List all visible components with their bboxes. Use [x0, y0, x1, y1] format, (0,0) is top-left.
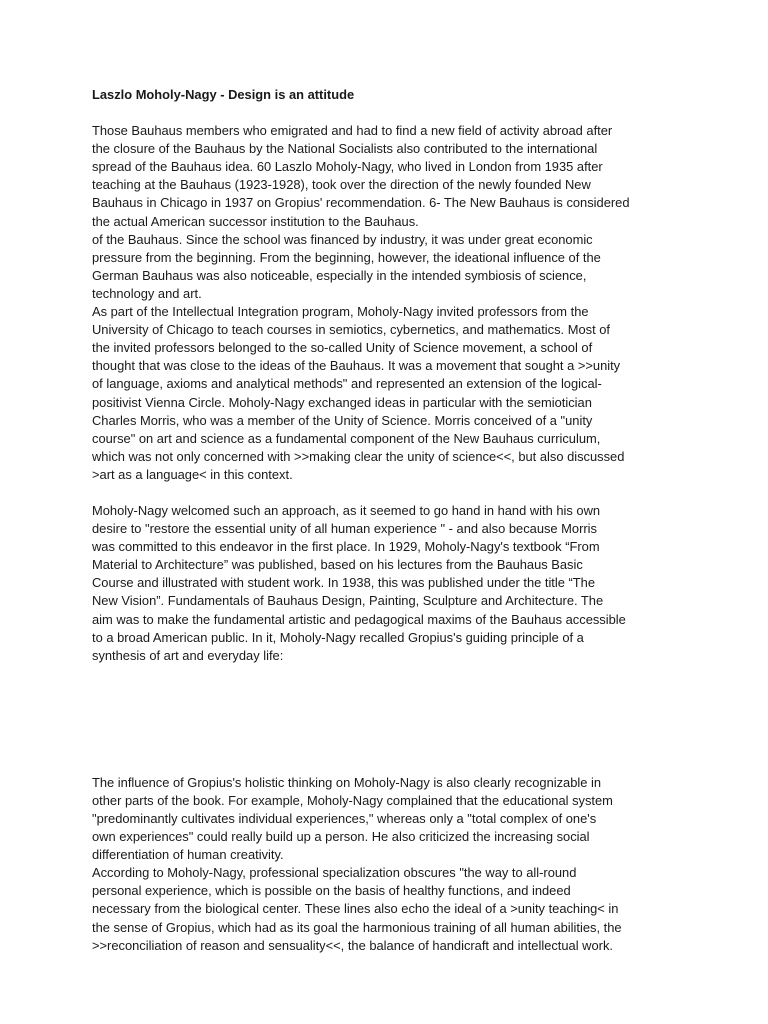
blank-space: [92, 665, 692, 774]
paragraph-spacer: [92, 484, 692, 502]
paragraph-gropius-influence: The influence of Gropius's holistic thinking on Moholy-Nagy is also clearly recognizable in other parts of the book. For example, Moholy-Nagy complained that the educational system "predominantly cultivates individual experiences," whereas only a "total complex of one's own experiences" could really build up a person. He also criticized the increasing social differentiation of human creativity.: [92, 774, 613, 863]
paragraph-financing: of the Bauhaus. Since the school was financed by industry, it was under great economic pressure from the beginning. From the beginning, however, the ideational influence of the German Bauhaus was also noticeable, especially in the intended symbiosis of science, technology and art.: [92, 231, 601, 301]
paragraph-specialization: According to Moholy-Nagy, professional specialization obscures "the way to all-round personal experience, which is possible on the basis of healthy functions, and indeed necessary from the biological center. These lines also echo the ideal of a >unity teaching< in the sense of Gropius, which had as its goal the harmonious training of all human abilities, the >>reconciliation of reason and sensuality<<, the balance of handicraft and intellectual work.: [92, 865, 622, 953]
paragraph-emigration: Those Bauhaus members who emigrated and had to find a new field of activity abroad after the closure of the Bauhaus by the National Socialists also contributed to the international spread of the Bauhaus idea. 60 Laszlo Moholy-Nagy, who lived in London from 1935 after teaching at the Bauhaus (1923-1928), took over the direction of the newly founded New Bauhaus in Chicago in 1937 on Gropius' recommendation. 6- The New Bauhaus is considered the actual American successor institution to the Bauhaus.: [92, 123, 630, 229]
document-page: [92, 86, 692, 955]
document-title: Laszlo Moholy-Nagy - Design is an attitude: [92, 87, 355, 102]
paragraph-new-vision: Moholy-Nagy welcomed such an approach, as it seemed to go hand in hand with his own desire to "restore the essential unity of all human experience " - and also because Morris was committed to this endeavor in the first place. In 1929, Moholy-Nagy's textbook “From Material to Architecture” was published, based on his lectures from the Bauhaus Basic Course and illustrated with student work. In 1938, this was published under the title “The New Vision”. Fundamentals of Bauhaus Design, Painting, Sculpture and Architecture. The aim was to make the fundamental artistic and pedagogical maxims of the Bauhaus accessible to a broad American public. In it, Moholy-Nagy recalled Gropius's guiding principle of a synthesis of art and everyday life:: [92, 502, 626, 663]
paragraph-intellectual-integration: As part of the Intellectual Integration program, Moholy-Nagy invited professors from the University of Chicago to teach courses in semiotics, cybernetics, and mathematics. Most of the invited professors belonged to the so-called Unity of Science movement, a school of thought that was close to the ideas of the Bauhaus. It was a movement that sought a >>unity of language, axioms and analytical methods" and represented an extension of the logical- positivist Vienna Circle. Moholy-Nagy exchanged ideas in particular with the semiotician Charles Morris, who was a member of the Unity of Science. Morris conceived of a "unity course" on art and science as a fundamental component of the New Bauhaus curriculum, which was not only concerned with >>making clear the unity of science<<, but also discussed >art as a language< in this context.: [92, 304, 625, 482]
